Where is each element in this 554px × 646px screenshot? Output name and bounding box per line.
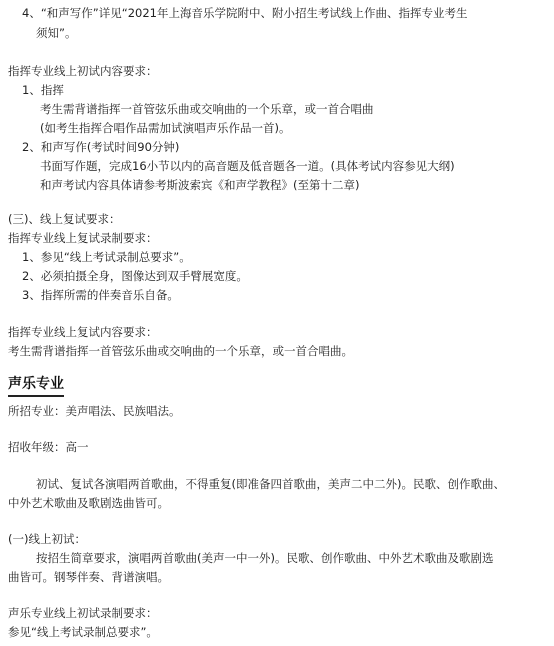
conducting-initial-title: 指挥专业线上初试内容要求： — [8, 64, 158, 78]
vocal-initial-line1: 按招生简章要求，演唱两首歌曲(美声一中一外)。民歌、创作歌曲、中外艺术歌曲及歌剧选 — [36, 551, 494, 565]
conducting-item1-line2: (如考生指挥合唱作品需加试演唱声乐作品一首)。 — [40, 121, 291, 135]
conducting-item2-line2: 和声考试内容具体请参考斯波索宾《和声学教程》(至第十二章) — [40, 178, 360, 192]
vocal-recording-line: 参见“线上考试录制总要求”。 — [8, 625, 158, 639]
retest-requirement-2: 2、必须拍摄全身，图像达到双手臂展宽度。 — [22, 269, 248, 283]
retest-requirement-3: 3、指挥所需的伴奏音乐自备。 — [22, 288, 179, 302]
section3-title: (三)、线上复试要求： — [8, 212, 121, 226]
retest-content-title: 指挥专业线上复试内容要求： — [8, 325, 158, 339]
vocal-initial-title: (一)线上初试： — [8, 532, 86, 546]
item4-line2: 须知”。 — [36, 26, 77, 40]
vocal-grade: 招收年级：高一 — [8, 440, 89, 454]
retest-requirement-1: 1、参见“线上考试录制总要求”。 — [22, 250, 191, 264]
conducting-item2-line1: 书面写作题，完成16小节以内的高音题及低音题各一道。(具体考试内容参见大纲) — [40, 159, 455, 173]
retest-recording-title: 指挥专业线上复试录制要求： — [8, 231, 158, 245]
vocal-majors: 所招专业：美声唱法、民族唱法。 — [8, 404, 181, 418]
vocal-initial-line2: 曲皆可。钢琴伴奏、背谱演唱。 — [8, 570, 169, 584]
conducting-item2-title: 2、和声写作(考试时间90分钟) — [22, 140, 180, 154]
vocal-section-heading: 声乐专业 — [8, 375, 64, 397]
conducting-item1-title: 1、指挥 — [22, 83, 64, 97]
retest-content-line: 考生需背谱指挥一首管弦乐曲或交响曲的一个乐章，或一首合唱曲。 — [8, 344, 353, 358]
vocal-recording-title: 声乐专业线上初试录制要求： — [8, 606, 158, 620]
conducting-item1-line1: 考生需背谱指挥一首管弦乐曲或交响曲的一个乐章，或一首合唱曲 — [40, 102, 374, 116]
item4-line1: 4、“和声写作”详见“2021年上海音乐学院附中、附小招生考试线上作曲、指挥专业考生 — [22, 6, 468, 20]
vocal-paragraph-line2: 中外艺术歌曲及歌剧选曲皆可。 — [8, 496, 169, 510]
vocal-paragraph-line1: 初试、复试各演唱两首歌曲，不得重复(即准备四首歌曲，美声二中二外)。民歌、创作歌曲、 — [36, 477, 505, 491]
